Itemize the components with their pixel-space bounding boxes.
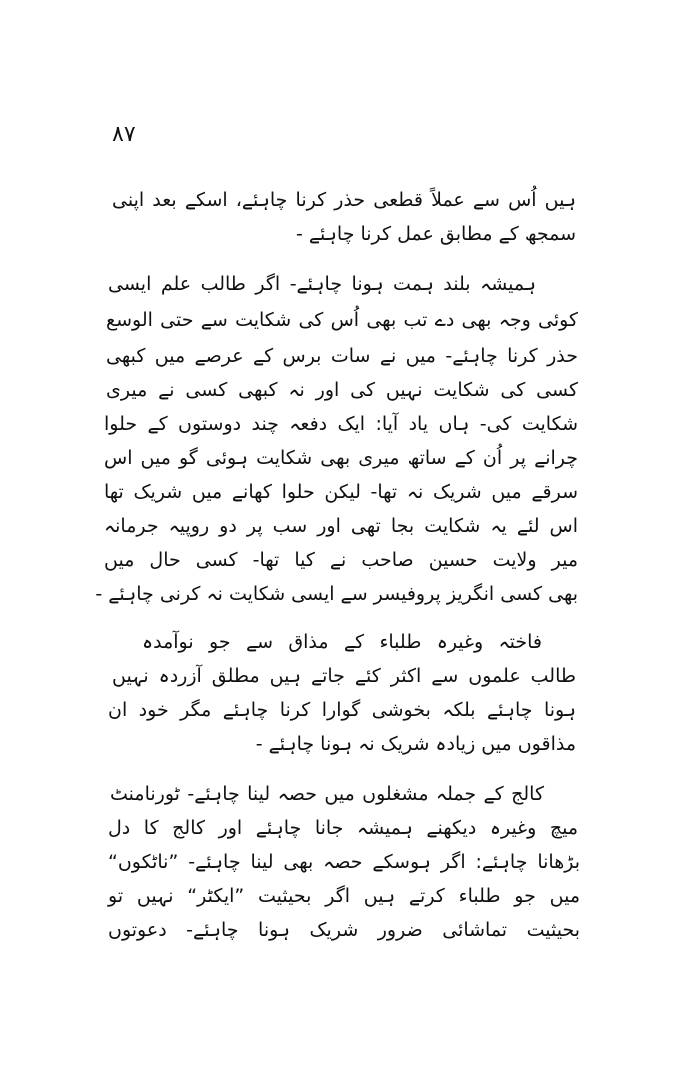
paragraph-2-line-4: کسی کی شکایت نہیں کی اور نہ کبھی کسی نے میری <box>106 379 578 401</box>
paragraph-2-line-8: اس لئے یہ شکایت بجا تھی اور سب پر دو روپیہ جرمانہ <box>104 515 578 537</box>
paragraph-1-line-2: سمجھ کے مطابق عمل کرنا چاہئے - <box>296 223 576 245</box>
paragraph-3-line-4: مذاقوں میں زیادہ شریک نہ ہونا چاہئے - <box>255 733 576 755</box>
paragraph-2-line-2: کوئی وجہ بھی دے تب بھی اُس کی شکایت سے حتی الوسع <box>106 309 578 331</box>
paragraph-4-line-2: میچ وغیرہ دیکھنے ہمیشہ جانا چاہئے اور کالج کا دل <box>108 817 578 839</box>
paragraph-2-line-6: چرانے پر اُن کے ساتھ میری بھی شکایت ہوئی گو میں اس <box>104 447 578 469</box>
paragraph-4-line-5: بحیثیت تماشائی ضرور شریک ہونا چاہئے- دعوتوں <box>108 919 580 941</box>
paragraph-2-line-9: میر ولایت حسین صاحب نے کیا تھا- کسی حال میں <box>104 549 578 571</box>
paragraph-2-line-3: حذر کرنا چاہئے- میں نے سات برس کے عرصے میں کبھی <box>106 345 578 367</box>
paragraph-3-line-2: طالب علموں سے اکثر کئے جاتے ہیں مطلق آزردہ نہیں <box>112 665 576 687</box>
paragraph-2-line-5: شکایت کی- ہاں یاد آیا: ایک دفعہ چند دوستوں کے حلوا <box>104 413 578 435</box>
paragraph-3-line-3: ہونا چاہئے بلکہ بخوشی گوارا کرنا چاہئے مگر خود ان <box>108 699 576 721</box>
paragraph-2-line-10: بھی کسی انگریز پروفیسر سے ایسی شکایت نہ کرنی چاہئے - <box>95 583 578 605</box>
page-number: ۸۷ <box>112 122 136 147</box>
paragraph-2-line-7: سرقے میں شریک نہ تھا- لیکن حلوا کھانے میں شریک تھا <box>104 481 578 503</box>
paragraph-4-line-4: میں جو طلباء کرتے ہیں اگر بحیثیت ”ایکٹر“ نہیں تو <box>108 885 580 907</box>
paragraph-2-line-1: ہمیشہ بلند ہمت ہونا چاہئے- اگر طالب علم ایسی <box>108 273 536 295</box>
paragraph-1-line-1: ہیں اُس سے عملاً قطعی حذر کرنا چاہئے، اسکے بعد اپنی <box>112 189 576 211</box>
paragraph-3-line-1: فاختہ وغیرہ طلباء کے مذاق سے جو نوآمدہ <box>142 631 542 653</box>
paragraph-4-line-1: کالج کے جملہ مشغلوں میں حصہ لینا چاہئے- ٹورنامنٹ <box>110 783 544 805</box>
paragraph-4-line-3: بڑھانا چاہئے: اگر ہوسکے حصہ بھی لینا چاہئے- ”ناٹکوں“ <box>108 851 580 873</box>
